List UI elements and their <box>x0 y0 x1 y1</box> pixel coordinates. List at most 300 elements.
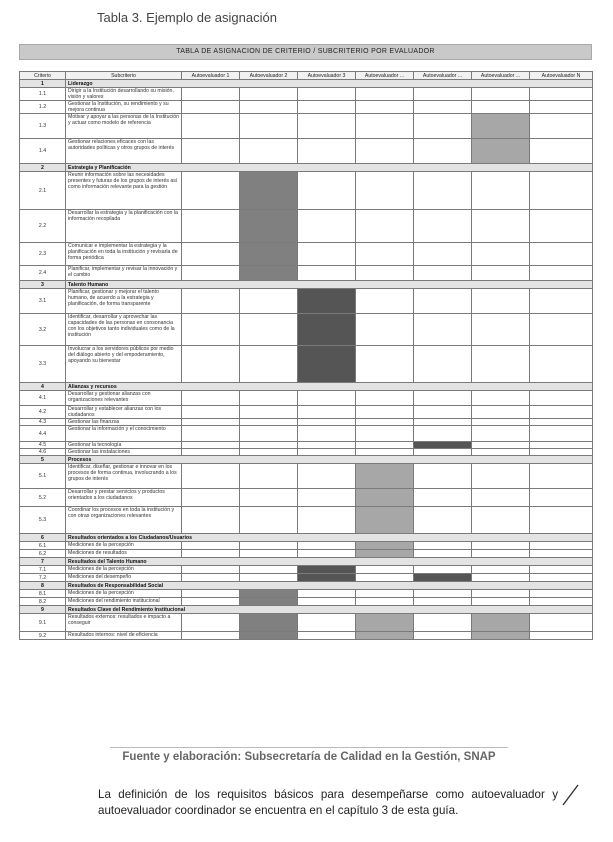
criterion-code: 8 <box>20 582 66 590</box>
assignment-cell <box>356 449 414 456</box>
assignment-cell <box>182 550 240 558</box>
assignment-cell <box>472 406 530 419</box>
assignment-cell <box>298 449 356 456</box>
subcriterion-text: Planificar, gestionar y mejorar el talento humano, de acuerdo a la estrategia y planificación, de forma transparente <box>66 289 182 314</box>
assignment-cell <box>414 566 472 574</box>
assignment-cell <box>182 266 240 281</box>
assignment-cell <box>414 266 472 281</box>
subcriterion-row <box>20 590 593 598</box>
subcriterion-row <box>20 419 593 426</box>
assignment-cell <box>472 266 530 281</box>
subcriterion-text: Dirigir a la Institución desarrollando su misión, visión y valores <box>66 88 182 101</box>
header-evaluator-3: Autoevaluador 3 <box>298 72 356 80</box>
assignment-cell <box>530 550 593 558</box>
assignment-cell-assigned <box>240 590 298 598</box>
subcriterion-text: Gestionar la información y el conocimiento <box>66 426 182 442</box>
assignment-cell <box>182 598 240 606</box>
header-row <box>20 72 593 80</box>
assignment-cell <box>298 464 356 489</box>
assignment-cell <box>472 426 530 442</box>
subcriterion-row <box>20 346 593 383</box>
header-evaluator-1: Autoevaluador 1 <box>182 72 240 80</box>
subcriterion-code: 4.2 <box>20 406 66 419</box>
assignment-cell <box>298 542 356 550</box>
assignment-cell-assigned <box>240 614 298 632</box>
assignment-cell <box>356 419 414 426</box>
source-note: Fuente y elaboración: Subsecretaría de Calidad en la Gestión, SNAP <box>122 751 496 763</box>
assignment-cell <box>356 442 414 449</box>
assignment-cell <box>414 464 472 489</box>
subcriterion-text: Mediciones de resultados <box>66 550 182 558</box>
subcriterion-row <box>20 464 593 489</box>
assignment-cell-assigned <box>356 632 414 640</box>
subcriterion-text: Desarrollar y gestionar alianzas con organizaciones relevantes <box>66 391 182 406</box>
subcriterion-code: 9.1 <box>20 614 66 632</box>
assignment-cell <box>240 139 298 164</box>
subcriterion-row <box>20 574 593 582</box>
header-subcriterio: Subcriterio <box>66 72 182 80</box>
assignment-cell <box>472 489 530 507</box>
assignment-cell <box>472 172 530 210</box>
assignment-cell <box>240 542 298 550</box>
subcriterion-code: 9.2 <box>20 632 66 640</box>
assignment-cell <box>414 346 472 383</box>
subcriterion-row <box>20 88 593 101</box>
assignment-cell <box>530 243 593 266</box>
criterion-row <box>20 456 593 464</box>
body-paragraph: La definición de los requisitos básicos para desempeñarse como autoevaluador y autoevaluador coordinador se encuentra en el capítulo 3 de esta guía. <box>98 788 558 817</box>
subcriterion-row <box>20 507 593 534</box>
assignment-cell <box>182 449 240 456</box>
assignment-cell <box>472 101 530 114</box>
assignment-cell <box>182 406 240 419</box>
assignment-cell <box>182 632 240 640</box>
subcriterion-text: Mediciones de la percepción <box>66 542 182 550</box>
assignment-cell <box>356 391 414 406</box>
assignment-cell <box>530 114 593 139</box>
subcriterion-code: 1.2 <box>20 101 66 114</box>
subcriterion-row <box>20 210 593 243</box>
subcriterion-row <box>20 314 593 346</box>
assignment-cell <box>240 391 298 406</box>
assignment-cell <box>530 172 593 210</box>
assignment-cell <box>240 442 298 449</box>
assignment-cell <box>182 542 240 550</box>
assignment-cell-assigned <box>356 489 414 507</box>
subcriterion-code: 2.1 <box>20 172 66 210</box>
criterion-name: Estrategia y Planificación <box>66 164 593 172</box>
assignment-cell-assigned <box>356 550 414 558</box>
assignment-cell <box>182 489 240 507</box>
subcriterion-text: Desarrollar y establecer alianzas con los ciudadanos <box>66 406 182 419</box>
subcriterion-row <box>20 406 593 419</box>
subcriterion-code: 4.1 <box>20 391 66 406</box>
assignment-cell <box>240 449 298 456</box>
assignment-cell <box>298 507 356 534</box>
subcriterion-text: Mediciones del desempeño <box>66 574 182 582</box>
assignment-cell <box>240 419 298 426</box>
assignment-cell <box>240 88 298 101</box>
assignment-cell <box>240 426 298 442</box>
assignment-cell <box>240 114 298 139</box>
assignment-cell <box>298 114 356 139</box>
assignment-cell <box>530 210 593 243</box>
assignment-cell <box>414 243 472 266</box>
criterion-name: Alianzas y recursos <box>66 383 593 391</box>
assignment-cell <box>182 614 240 632</box>
subcriterion-row <box>20 101 593 114</box>
assignment-cell-assigned <box>356 614 414 632</box>
assignment-cell <box>414 590 472 598</box>
assignment-cell-assigned <box>414 574 472 582</box>
subcriterion-text: Identificar, diseñar, gestionar e innovar en los procesos de forma continua, involucrando a los grupos de interés <box>66 464 182 489</box>
assignment-cell <box>298 266 356 281</box>
assignment-cell <box>530 266 593 281</box>
assignment-cell <box>414 489 472 507</box>
subcriterion-text: Mediciones de la percepción <box>66 590 182 598</box>
assignment-cell <box>472 289 530 314</box>
assignment-cell <box>530 574 593 582</box>
subcriterion-text: Mediciones de la percepción <box>66 566 182 574</box>
assignment-cell <box>414 391 472 406</box>
subcriterion-row <box>20 489 593 507</box>
assignment-cell <box>182 442 240 449</box>
assignment-cell <box>356 566 414 574</box>
header-evaluator-2: Autoevaluador 2 <box>240 72 298 80</box>
assignment-cell <box>240 507 298 534</box>
assignment-cell <box>298 139 356 164</box>
subcriterion-row <box>20 598 593 606</box>
subcriterion-row <box>20 266 593 281</box>
assignment-cell-assigned <box>356 464 414 489</box>
subcriterion-code: 4.6 <box>20 449 66 456</box>
assignment-cell <box>356 289 414 314</box>
assignment-cell <box>414 550 472 558</box>
subcriterion-text: Gestionar las instalaciones <box>66 449 182 456</box>
subcriterion-code: 3.3 <box>20 346 66 383</box>
assignment-cell <box>414 632 472 640</box>
criterion-row <box>20 582 593 590</box>
assignment-cell <box>356 426 414 442</box>
assignment-cell <box>356 346 414 383</box>
assignment-cell <box>472 464 530 489</box>
subcriterion-text: Gestionar la tecnología <box>66 442 182 449</box>
assignment-cell <box>530 449 593 456</box>
criterion-name: Talento Humano <box>66 281 593 289</box>
subcriterion-row <box>20 243 593 266</box>
assignment-cell <box>530 614 593 632</box>
assignment-cell <box>414 314 472 346</box>
subcriterion-text: Planificar, implementar y revisar la innovación y el cambio <box>66 266 182 281</box>
assignment-cell <box>356 172 414 210</box>
subcriterion-text: Desarrollar la estrategia y la planificación con la información recopilada <box>66 210 182 243</box>
header-evaluator-5: Autoevaluador ... <box>414 72 472 80</box>
assignment-cell <box>414 426 472 442</box>
assignment-cell <box>298 489 356 507</box>
assignment-cell <box>356 598 414 606</box>
criterion-name: Resultados del Talento Humano <box>66 558 593 566</box>
assignment-cell <box>298 243 356 266</box>
assignment-cell <box>182 426 240 442</box>
subcriterion-code: 5.3 <box>20 507 66 534</box>
assignment-cell <box>182 566 240 574</box>
assignment-cell <box>182 172 240 210</box>
subcriterion-row <box>20 550 593 558</box>
assignment-cell <box>182 210 240 243</box>
assignment-table <box>19 71 593 640</box>
criterion-code: 9 <box>20 606 66 614</box>
header-evaluator-6: Autoevaluador ... <box>472 72 530 80</box>
subcriterion-text: Resultados internos: nivel de eficiencia <box>66 632 182 640</box>
assignment-cell <box>356 243 414 266</box>
assignment-cell <box>240 289 298 314</box>
assignment-cell <box>414 406 472 419</box>
assignment-cell <box>182 139 240 164</box>
handwritten-check-mark <box>560 782 582 808</box>
assignment-cell <box>472 507 530 534</box>
header-evaluator-4: Autoevaluador ... <box>356 72 414 80</box>
assignment-cell-assigned <box>472 632 530 640</box>
subcriterion-code: 4.4 <box>20 426 66 442</box>
assignment-cell <box>182 101 240 114</box>
table-banner-title: TABLA DE ASIGNACION DE CRITERIO / SUBCRITERIO POR EVALUADOR <box>19 44 592 60</box>
assignment-cell <box>530 139 593 164</box>
assignment-cell <box>182 464 240 489</box>
assignment-cell <box>298 614 356 632</box>
criterion-code: 5 <box>20 456 66 464</box>
assignment-cell <box>530 289 593 314</box>
criterion-code: 2 <box>20 164 66 172</box>
subcriterion-row <box>20 449 593 456</box>
assignment-cell <box>472 449 530 456</box>
assignment-cell-assigned <box>298 574 356 582</box>
subcriterion-row <box>20 566 593 574</box>
assignment-cell-assigned <box>240 172 298 210</box>
subcriterion-code: 3.1 <box>20 289 66 314</box>
criterion-code: 1 <box>20 80 66 88</box>
subcriterion-code: 1.1 <box>20 88 66 101</box>
assignment-cell <box>298 419 356 426</box>
subcriterion-code: 8.1 <box>20 590 66 598</box>
subcriterion-row <box>20 614 593 632</box>
assignment-cell <box>356 406 414 419</box>
assignment-cell <box>298 442 356 449</box>
assignment-cell <box>530 426 593 442</box>
subcriterion-row <box>20 289 593 314</box>
assignment-cell <box>298 632 356 640</box>
subcriterion-text: Mediciones del rendimiento institucional <box>66 598 182 606</box>
assignment-cell <box>472 542 530 550</box>
assignment-cell <box>298 101 356 114</box>
subcriterion-code: 4.3 <box>20 419 66 426</box>
subcriterion-code: 2.4 <box>20 266 66 281</box>
criterion-name: Resultados Clave del Rendimiento Institucional <box>66 606 593 614</box>
criterion-code: 6 <box>20 534 66 542</box>
table-caption: Tabla 3. Ejemplo de asignación <box>97 10 277 25</box>
subcriterion-text: Gestionar las finanzas <box>66 419 182 426</box>
criterion-row <box>20 164 593 172</box>
subcriterion-text: Gestionar relaciones eficaces con las autoridades políticas y otros grupos de interés <box>66 139 182 164</box>
subcriterion-code: 3.2 <box>20 314 66 346</box>
assignment-cell <box>240 550 298 558</box>
criterion-row <box>20 558 593 566</box>
assignment-cell-assigned <box>472 139 530 164</box>
criterion-row <box>20 281 593 289</box>
assignment-cell-assigned <box>356 542 414 550</box>
criterion-name: Resultados orientados a los Ciudadanos/Usuarios <box>66 534 593 542</box>
subcriterion-text: Coordinar los procesos en toda la institución y con otras organizaciones relevantes <box>66 507 182 534</box>
header-criterio: Criterio <box>20 72 66 80</box>
subcriterion-code: 2.2 <box>20 210 66 243</box>
assignment-cell <box>240 406 298 419</box>
assignment-cell <box>530 346 593 383</box>
criterion-code: 4 <box>20 383 66 391</box>
assignment-cell <box>472 550 530 558</box>
assignment-cell <box>530 598 593 606</box>
subcriterion-code: 7.2 <box>20 574 66 582</box>
subcriterion-row <box>20 442 593 449</box>
assignment-cell <box>414 114 472 139</box>
assignment-cell <box>240 464 298 489</box>
assignment-cell-assigned <box>240 632 298 640</box>
assignment-cell <box>298 598 356 606</box>
assignment-cell <box>472 566 530 574</box>
assignment-cell <box>530 566 593 574</box>
assignment-cell <box>182 289 240 314</box>
assignment-cell <box>182 243 240 266</box>
assignment-cell <box>298 550 356 558</box>
criterion-row <box>20 534 593 542</box>
assignment-cell <box>530 419 593 426</box>
subcriterion-code: 2.3 <box>20 243 66 266</box>
assignment-cell <box>530 464 593 489</box>
assignment-cell <box>472 243 530 266</box>
assignment-cell <box>414 449 472 456</box>
assignment-cell <box>240 574 298 582</box>
subcriterion-row <box>20 426 593 442</box>
assignment-cell <box>356 210 414 243</box>
criterion-name: Resultados de Responsabilidad Social <box>66 582 593 590</box>
assignment-cell <box>530 507 593 534</box>
assignment-cell <box>414 419 472 426</box>
assignment-cell <box>530 542 593 550</box>
assignment-cell <box>530 101 593 114</box>
assignment-cell <box>472 442 530 449</box>
assignment-cell <box>356 139 414 164</box>
subcriterion-text: Involucrar a los servidores públicos por medio del diálogo abierto y del empoderamiento, apoyando su bienestar <box>66 346 182 383</box>
assignment-cell <box>472 419 530 426</box>
assignment-cell <box>414 598 472 606</box>
assignment-cell <box>530 442 593 449</box>
assignment-cell <box>414 101 472 114</box>
assignment-cell <box>414 139 472 164</box>
assignment-cell <box>298 590 356 598</box>
subcriterion-code: 6.1 <box>20 542 66 550</box>
assignment-cell <box>298 406 356 419</box>
subcriterion-text: Comunicar e implementar la estrategia y la planificación en toda la institución y revisarla de forma periódica <box>66 243 182 266</box>
subcriterion-row <box>20 542 593 550</box>
assignment-cell-assigned <box>240 243 298 266</box>
assignment-cell <box>182 590 240 598</box>
assignment-cell <box>472 314 530 346</box>
assignment-cell <box>356 114 414 139</box>
subcriterion-code: 1.4 <box>20 139 66 164</box>
assignment-cell <box>182 314 240 346</box>
subcriterion-text: Desarrollar y prestar servicios y productos orientados a los ciudadanos <box>66 489 182 507</box>
assignment-cell <box>182 346 240 383</box>
criterion-row <box>20 383 593 391</box>
subcriterion-row <box>20 139 593 164</box>
assignment-cell <box>472 88 530 101</box>
criterion-name: Procesos <box>66 456 593 464</box>
assignment-cell-assigned <box>414 442 472 449</box>
criterion-row <box>20 606 593 614</box>
assignment-cell <box>240 346 298 383</box>
assignment-cell <box>356 314 414 346</box>
assignment-cell-assigned <box>240 210 298 243</box>
assignment-cell <box>472 574 530 582</box>
subcriterion-text: Reunir información sobre las necesidades presentes y futuras de los grupos de interés así como información relevante para la gestión <box>66 172 182 210</box>
assignment-cell <box>472 590 530 598</box>
assignment-cell-assigned <box>298 314 356 346</box>
assignment-cell <box>240 489 298 507</box>
assignment-cell <box>472 210 530 243</box>
subcriterion-code: 8.2 <box>20 598 66 606</box>
assignment-cell <box>356 101 414 114</box>
assignment-cell <box>414 88 472 101</box>
assignment-cell-assigned <box>472 614 530 632</box>
criterion-code: 3 <box>20 281 66 289</box>
assignment-cell <box>298 391 356 406</box>
subcriterion-text: Gestionar la Institución, su rendimiento y su mejora continua <box>66 101 182 114</box>
assignment-cell-assigned <box>472 114 530 139</box>
criterion-row <box>20 80 593 88</box>
subcriterion-code: 7.1 <box>20 566 66 574</box>
subcriterion-text: Resultados externos: resultados e impacto a conseguir <box>66 614 182 632</box>
assignment-cell <box>530 391 593 406</box>
subcriterion-code: 5.1 <box>20 464 66 489</box>
assignment-cell <box>414 542 472 550</box>
assignment-cell <box>240 314 298 346</box>
assignment-cell <box>530 590 593 598</box>
assignment-cell <box>356 574 414 582</box>
assignment-cell <box>414 210 472 243</box>
assignment-cell-assigned <box>298 566 356 574</box>
assignment-cell <box>298 172 356 210</box>
assignment-cell <box>414 614 472 632</box>
assignment-cell <box>414 289 472 314</box>
assignment-cell <box>182 419 240 426</box>
assignment-cell <box>182 574 240 582</box>
criterion-code: 7 <box>20 558 66 566</box>
subcriterion-text: Motivar y apoyar a las personas de la Institución y actuar como modelo de referencia <box>66 114 182 139</box>
header-evaluator-n: Autoevaluador N <box>530 72 593 80</box>
assignment-cell <box>530 632 593 640</box>
subcriterion-row <box>20 114 593 139</box>
assignment-cell <box>182 391 240 406</box>
assignment-cell <box>298 426 356 442</box>
assignment-cell <box>530 489 593 507</box>
subcriterion-text: Identificar, desarrollar y aprovechar las capacidades de las personas en consonancia con los objetivos tanto individuales como de la institución <box>66 314 182 346</box>
subcriterion-code: 1.3 <box>20 114 66 139</box>
assignment-cell <box>298 88 356 101</box>
assignment-table-body <box>20 80 593 640</box>
assignment-cell <box>240 101 298 114</box>
assignment-cell <box>530 406 593 419</box>
assignment-cell <box>356 590 414 598</box>
subcriterion-code: 5.2 <box>20 489 66 507</box>
assignment-cell <box>182 88 240 101</box>
